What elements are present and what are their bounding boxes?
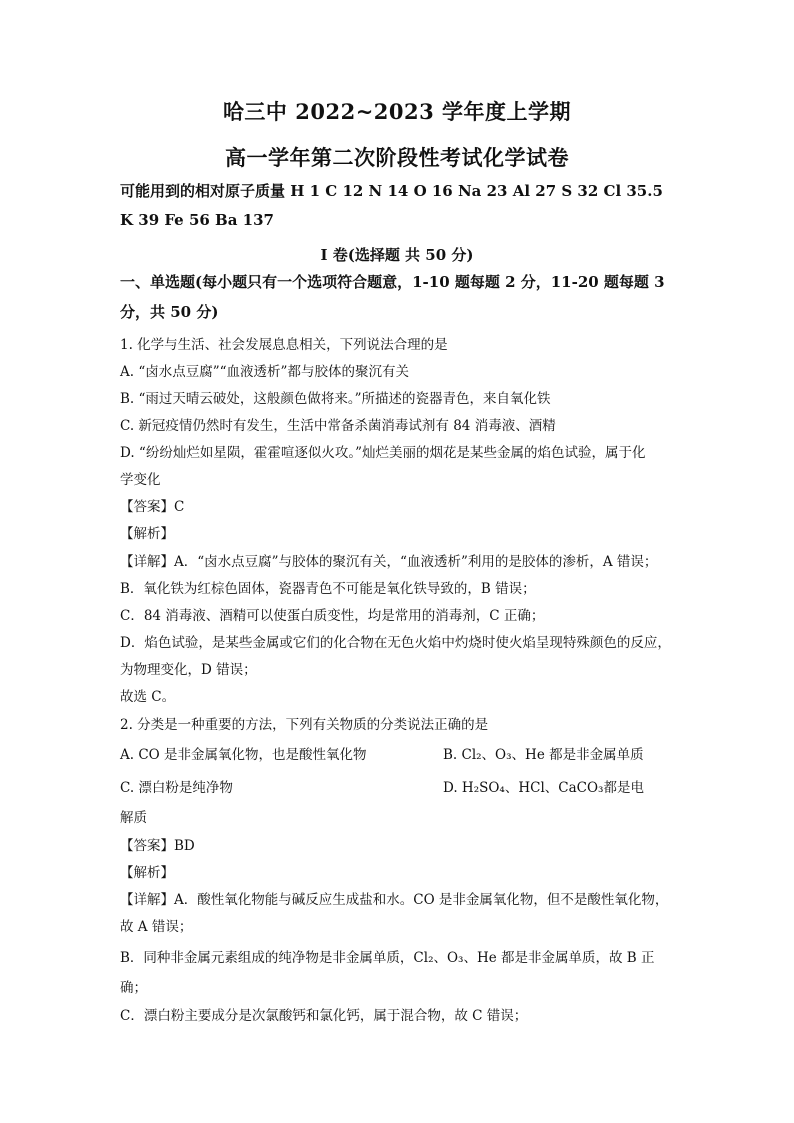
exam-subtitle: 高一学年第二次阶段性考试化学试卷 (225, 145, 569, 170)
q1-option-d-line-1: D. “纷纷灿烂如星陨，霍霍喧逐似火攻。”灿烂美丽的烟花是某些金属的焰色试验，属于化 (120, 445, 646, 461)
q2-analysis-label: 【解析】 (120, 865, 174, 881)
q2-option-c: C. 漂白粉是纯净物 (120, 780, 233, 796)
q2-detail-b-line-2: 确； (120, 980, 147, 996)
q2-option-d-line-1: D. H₂SO₄、HCl、CaCO₃都是电 (443, 780, 644, 796)
q1-conclusion: 故选 C。 (120, 689, 176, 705)
q2-detail-b-line-1: B．同种非金属元素组成的纯净物是非金属单质，Cl₂、O₃、He 都是非金属单质，故 B 正 (120, 950, 655, 966)
q2-answer: 【答案】BD (120, 838, 195, 854)
part-heading-line-1: 一、单选题(每小题只有一个选项符合题意，1-10 题每题 2 分，11-20 题每题 3 (120, 273, 665, 291)
q2-detail-a-line-2: 故 A 错误； (120, 919, 193, 935)
q2-detail-a-line-1: 【详解】A．酸性氧化物能与碱反应生成盐和水。CO 是非金属氧化物，但不是酸性氧化物， (120, 892, 669, 908)
q2-stem: 2. 分类是一种重要的方法，下列有关物质的分类说法正确的是 (120, 717, 489, 733)
atomic-mass-line-2: K 39 Fe 56 Ba 137 (120, 211, 274, 229)
q1-detail-d-line-2: 为物理变化，D 错误； (120, 662, 257, 678)
q1-answer: 【答案】C (120, 499, 185, 515)
q2-option-b: B. Cl₂、O₃、He 都是非金属单质 (443, 747, 644, 763)
q1-option-b: B. “雨过天晴云破处，这般颜色做将来。”所描述的瓷器青色，来自氧化铁 (120, 391, 551, 407)
exam-title: 哈三中 2022~2023 学年度上学期 (222, 99, 572, 124)
part-heading-line-2: 分，共 50 分) (120, 303, 219, 321)
q1-option-a: A. “卤水点豆腐”“血液透析”都与胶体的聚沉有关 (120, 364, 409, 380)
atomic-mass-line-1: 可能用到的相对原子质量 H 1 C 12 N 14 O 16 Na 23 Al 27 S 32 Cl 35.5 (120, 182, 663, 200)
q1-detail-b: B．氧化铁为红棕色固体，瓷器青色不可能是氧化铁导致的，B 错误； (120, 581, 536, 597)
q1-detail-d-line-1: D．焰色试验，是某些金属或它们的化合物在无色火焰中灼烧时使火焰呈现特殊颜色的反应， (120, 635, 671, 651)
q1-analysis-label: 【解析】 (120, 526, 174, 542)
q1-option-d-line-2: 学变化 (120, 472, 161, 488)
q1-detail-c: C．84 消毒液、酒精可以使蛋白质变性，均是常用的消毒剂，C 正确； (120, 608, 545, 624)
q2-option-a: A. CO 是非金属氧化物，也是酸性氧化物 (120, 747, 367, 763)
section-heading: I 卷(选择题 共 50 分) (320, 246, 474, 264)
q1-option-c: C. 新冠疫情仍然时有发生，生活中常备杀菌消毒试剂有 84 消毒液、酒精 (120, 418, 556, 434)
q2-option-d-line-2: 解质 (120, 810, 147, 826)
q2-detail-c: C．漂白粉主要成分是次氯酸钙和氯化钙，属于混合物，故 C 错误； (120, 1008, 528, 1024)
q1-detail-a: 【详解】A．“卤水点豆腐”与胶体的聚沉有关，“血液透析”利用的是胶体的渗析，A 错误； (120, 554, 658, 570)
q1-stem: 1. 化学与生活、社会发展息息相关，下列说法合理的是 (120, 337, 448, 353)
